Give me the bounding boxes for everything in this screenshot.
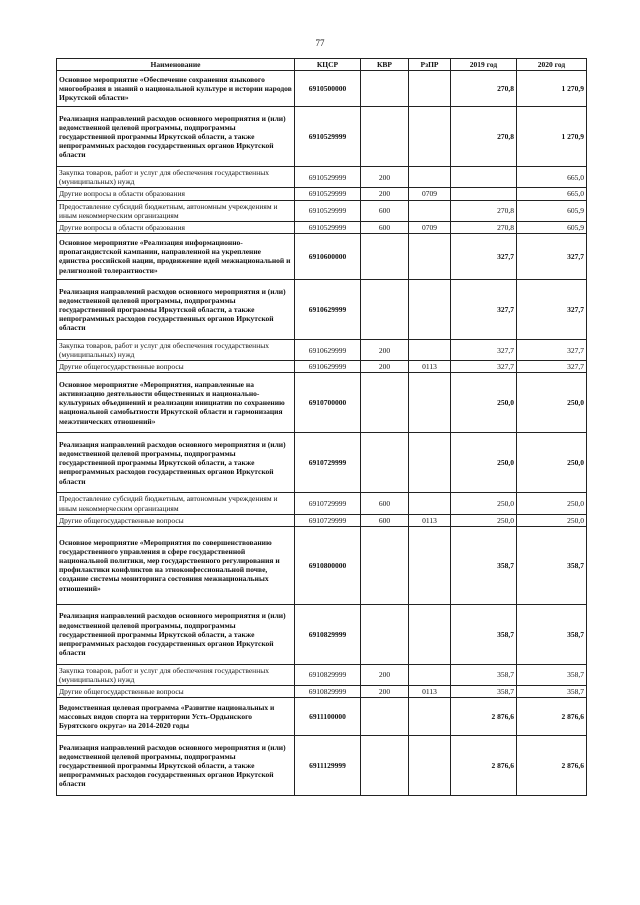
table-header-row: [57, 59, 587, 71]
row-2020: 327,7: [517, 339, 587, 360]
row-rzpr: [409, 526, 451, 604]
row-kvr: [361, 279, 409, 339]
row-2019: [451, 188, 517, 200]
row-2019: 250,0: [451, 514, 517, 526]
row-name: Основное мероприятие «Мероприятия по совершенствованию государственного управления в сфере государственной национальной политики, мер государственного регулирования и профилактики конфликтов на этноконфессиональной почве, создание системы мониторинга состояния межнациональных отношений»: [57, 526, 295, 604]
row-2019: 2 876,6: [451, 698, 517, 736]
row-2020: 358,7: [517, 686, 587, 698]
row-2020: 327,7: [517, 361, 587, 373]
row-name: Другие вопросы в области образования: [57, 188, 295, 200]
row-name: Закупка товаров, работ и услуг для обеспечения государственных (муниципальных) нужд: [57, 664, 295, 685]
row-kvr: 600: [361, 514, 409, 526]
row-rzpr: 0709: [409, 188, 451, 200]
row-name: Реализация направлений расходов основного мероприятия и (или) ведомственной целевой программы, подпрограммы государственной программы Иркутской области, а также непрограммных расходов государственных органов Иркутской области: [57, 107, 295, 167]
row-2019: 250,0: [451, 373, 517, 433]
row-2019: [451, 167, 517, 188]
row-2020: 250,0: [517, 373, 587, 433]
row-kcsr: 6910500000: [295, 71, 361, 107]
row-2019: 327,7: [451, 279, 517, 339]
table-row: [57, 233, 587, 279]
row-rzpr: 0113: [409, 361, 451, 373]
row-2020: 358,7: [517, 526, 587, 604]
row-rzpr: [409, 373, 451, 433]
table-row: [57, 698, 587, 736]
table-row: [57, 200, 587, 221]
row-kvr: [361, 433, 409, 493]
row-kcsr: 6910629999: [295, 339, 361, 360]
table-row: [57, 604, 587, 664]
row-kvr: [361, 233, 409, 279]
row-name: Предоставление субсидий бюджетным, автономным учреждениям и иным некоммерческим организациям: [57, 200, 295, 221]
row-rzpr: [409, 698, 451, 736]
table-row: [57, 339, 587, 360]
row-kcsr: 6910529999: [295, 200, 361, 221]
row-2020: 2 876,6: [517, 698, 587, 736]
row-name: Другие общегосударственные вопросы: [57, 514, 295, 526]
row-kcsr: 6911100000: [295, 698, 361, 736]
table-row: [57, 279, 587, 339]
row-name: Другие вопросы в области образования: [57, 221, 295, 233]
header-name: Наименование: [57, 59, 295, 71]
row-rzpr: [409, 71, 451, 107]
row-2019: 250,0: [451, 493, 517, 514]
row-kcsr: 6910729999: [295, 433, 361, 493]
row-2020: 1 270,9: [517, 107, 587, 167]
row-kcsr: 6910529999: [295, 221, 361, 233]
row-name: Закупка товаров, работ и услуг для обеспечения государственных (муниципальных) нужд: [57, 339, 295, 360]
row-2020: 250,0: [517, 493, 587, 514]
row-2020: 1 270,9: [517, 71, 587, 107]
row-rzpr: [409, 233, 451, 279]
row-kvr: [361, 736, 409, 796]
header-kvr: КВР: [361, 59, 409, 71]
row-kcsr: 6910529999: [295, 107, 361, 167]
table-row: [57, 71, 587, 107]
row-kcsr: 6910729999: [295, 493, 361, 514]
row-rzpr: [409, 433, 451, 493]
row-kvr: [361, 604, 409, 664]
row-kcsr: 6910729999: [295, 514, 361, 526]
row-kvr: [361, 71, 409, 107]
row-name: Основное мероприятие «Реализация информационно-пропагандистской кампании, направленной на укрепление единства российской нации, продвижение идей межнациональной и религиозной толерантности»: [57, 233, 295, 279]
row-2019: 270,8: [451, 71, 517, 107]
row-rzpr: [409, 736, 451, 796]
row-kcsr: 6910829999: [295, 686, 361, 698]
table-row: [57, 686, 587, 698]
row-name: Основное мероприятие «Мероприятия, направленные на активизацию деятельности общественных и национально-культурных объединений и реализации инициатив по сохранению национальной самобытности Иркутской области и гармонизация межэтнических отношений»: [57, 373, 295, 433]
row-kcsr: 6910800000: [295, 526, 361, 604]
row-2019: 327,7: [451, 233, 517, 279]
row-rzpr: [409, 664, 451, 685]
header-rzpr: РзПР: [409, 59, 451, 71]
table-row: [57, 221, 587, 233]
row-2019: 270,8: [451, 221, 517, 233]
header-2019: 2019 год: [451, 59, 517, 71]
row-2019: 270,8: [451, 200, 517, 221]
row-rzpr: [409, 167, 451, 188]
row-name: Реализация направлений расходов основного мероприятия и (или) ведомственной целевой программы, подпрограммы государственной программы Иркутской области, а также непрограммных расходов государственных органов Иркутской области: [57, 279, 295, 339]
table-row: [57, 433, 587, 493]
row-kvr: 600: [361, 200, 409, 221]
row-2019: 327,7: [451, 361, 517, 373]
row-rzpr: 0113: [409, 686, 451, 698]
row-2020: 327,7: [517, 233, 587, 279]
row-kcsr: 6910829999: [295, 604, 361, 664]
header-2020: 2020 год: [517, 59, 587, 71]
row-kvr: 200: [361, 167, 409, 188]
table-row: [57, 373, 587, 433]
row-2019: 358,7: [451, 526, 517, 604]
row-2019: 327,7: [451, 339, 517, 360]
row-rzpr: [409, 339, 451, 360]
row-2019: 358,7: [451, 686, 517, 698]
row-kcsr: 6910529999: [295, 167, 361, 188]
row-2020: 2 876,6: [517, 736, 587, 796]
row-kcsr: 6910529999: [295, 188, 361, 200]
row-2020: 327,7: [517, 279, 587, 339]
row-2019: 358,7: [451, 664, 517, 685]
row-2020: 250,0: [517, 514, 587, 526]
row-2020: 358,7: [517, 664, 587, 685]
row-2020: 605,9: [517, 200, 587, 221]
row-rzpr: [409, 604, 451, 664]
row-2020: 665,0: [517, 188, 587, 200]
row-kcsr: 6910700000: [295, 373, 361, 433]
row-kcsr: 6910629999: [295, 361, 361, 373]
table-row: [57, 361, 587, 373]
row-2020: 605,9: [517, 221, 587, 233]
row-2020: 250,0: [517, 433, 587, 493]
row-name: Другие общегосударственные вопросы: [57, 361, 295, 373]
row-kvr: [361, 373, 409, 433]
row-2020: 665,0: [517, 167, 587, 188]
row-name: Реализация направлений расходов основного мероприятия и (или) ведомственной целевой программы, подпрограммы государственной программы Иркутской области, а также непрограммных расходов государственных органов Иркутской области: [57, 604, 295, 664]
table-row: [57, 664, 587, 685]
row-name: Другие общегосударственные вопросы: [57, 686, 295, 698]
row-kcsr: 6910829999: [295, 664, 361, 685]
row-2019: 270,8: [451, 107, 517, 167]
row-kvr: 200: [361, 664, 409, 685]
row-name: Реализация направлений расходов основного мероприятия и (или) ведомственной целевой программы, подпрограммы государственной программы Иркутской области, а также непрограммных расходов государственных органов Иркутской области: [57, 433, 295, 493]
table-row: [57, 526, 587, 604]
table-row: [57, 188, 587, 200]
row-2020: 358,7: [517, 604, 587, 664]
row-2019: 2 876,6: [451, 736, 517, 796]
row-kvr: 200: [361, 188, 409, 200]
row-name: Предоставление субсидий бюджетным, автономным учреждениям и иным некоммерческим организациям: [57, 493, 295, 514]
row-kvr: [361, 107, 409, 167]
row-name: Реализация направлений расходов основного мероприятия и (или) ведомственной целевой программы, подпрограммы государственной программы Иркутской области, а также непрограммных расходов государственных органов Иркутской области: [57, 736, 295, 796]
row-kcsr: 6911129999: [295, 736, 361, 796]
row-kvr: 600: [361, 221, 409, 233]
row-kvr: 600: [361, 493, 409, 514]
row-name: Ведомственная целевая программа «Развитие национальных и массовых видов спорта на территории Усть-Ордынского Бурятского округа» на 2014-2020 годы: [57, 698, 295, 736]
row-rzpr: 0709: [409, 221, 451, 233]
table-row: [57, 514, 587, 526]
row-rzpr: 0113: [409, 514, 451, 526]
table-row: [57, 736, 587, 796]
row-kvr: 200: [361, 686, 409, 698]
row-name: Закупка товаров, работ и услуг для обеспечения государственных (муниципальных) нужд: [57, 167, 295, 188]
table-row: [57, 107, 587, 167]
header-kcsr: КЦСР: [295, 59, 361, 71]
row-kvr: [361, 526, 409, 604]
row-rzpr: [409, 107, 451, 167]
row-kcsr: 6910600000: [295, 233, 361, 279]
row-kvr: 200: [361, 361, 409, 373]
row-2019: 250,0: [451, 433, 517, 493]
row-rzpr: [409, 493, 451, 514]
budget-table: [56, 58, 587, 796]
row-kcsr: 6910629999: [295, 279, 361, 339]
table-row: [57, 493, 587, 514]
row-rzpr: [409, 279, 451, 339]
row-name: Основное мероприятие «Обеспечение сохранения языкового многообразия в знаний о национальной культуре и истории народов Иркутской области»: [57, 71, 295, 107]
row-kvr: 200: [361, 339, 409, 360]
row-2019: 358,7: [451, 604, 517, 664]
table-row: [57, 167, 587, 188]
page-number: 77: [315, 38, 325, 48]
row-rzpr: [409, 200, 451, 221]
row-kvr: [361, 698, 409, 736]
